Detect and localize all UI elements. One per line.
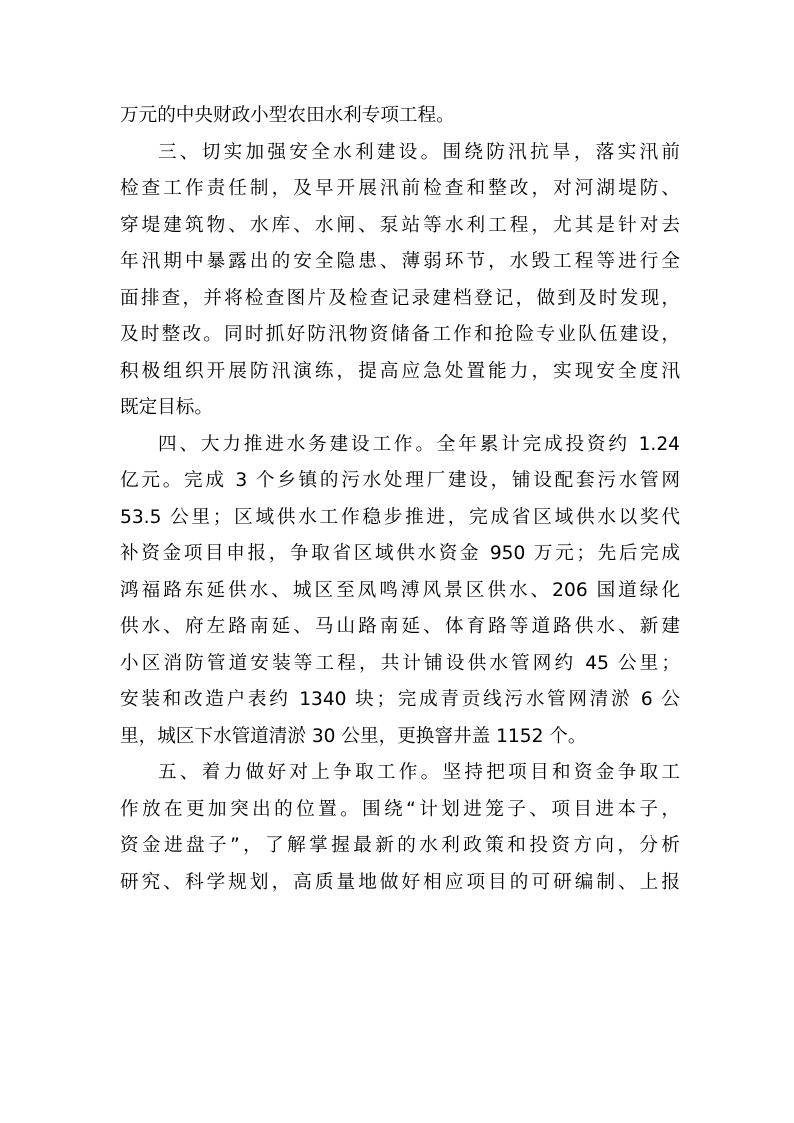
text-line: 检查工作责任制，及早开展汛前检查和整改，对河湖堤防、 (120, 178, 680, 199)
text-line: 四、大力推进水务建设工作。全年累计完成投资约 1.24 (158, 433, 680, 455)
text-line: 鸿福路东延供水、城区至凤鸣溥风景区供水、206 国道绿化 (120, 579, 680, 601)
text-line: 里，城区下水管道清淤 30 公里，更换窨井盖 1152 个。 (120, 725, 587, 747)
text-line: 五、着力做好对上争取工作。坚持把项目和资金争取工 (158, 762, 680, 783)
text-line: 作放在更加突出的位置。围绕“计划进笼子、项目进本子， (120, 798, 680, 820)
document-body (120, 98, 680, 901)
text-line: 既定目标。 (120, 397, 213, 418)
text-line: 及时整改。同时抓好防汛物资储备工作和抢险专业队伍建设， (120, 324, 680, 345)
text-line: 三、切实加强安全水利建设。围绕防汛抗旱，落实汛前 (158, 141, 680, 163)
text-line: 积极组织开展防汛演练，提高应急处置能力，实现安全度汛 (120, 360, 680, 382)
text-line: 安装和改造户表约 1340 块；完成青贡线污水管网清淤 6 公 (120, 689, 680, 710)
text-line: 年汛期中暴露出的安全隐患、薄弱环节，水毁工程等进行全 (120, 251, 680, 272)
text-line: 53.5 公里；区域供水工作稳步推进，完成省区域供水以奖代 (120, 506, 680, 528)
text-line: 面排查，并将检查图片及检查记录建档登记，做到及时发现， (120, 287, 680, 309)
text-line: 补资金项目申报，争取省区域供水资金 950 万元；先后完成 (120, 543, 680, 564)
text-line: 万元的中央财政小型农田水利专项工程。 (120, 105, 455, 126)
text-line: 供水、府左路南延、马山路南延、体育路等道路供水、新建 (120, 616, 680, 637)
text-line: 研究、科学规划，高质量地做好相应项目的可研编制、上报 (120, 871, 680, 893)
text-line: 穿堤建筑物、水库、水闸、泵站等水利工程，尤其是针对去 (120, 214, 680, 236)
text-line: 资金进盘子”，了解掌握最新的水利政策和投资方向，分析 (120, 835, 680, 856)
text-line: 小区消防管道安装等工程，共计铺设供水管网约 45 公里； (120, 652, 680, 674)
text-line: 亿元。完成 3 个乡镇的污水处理厂建设，铺设配套污水管网 (120, 470, 680, 491)
